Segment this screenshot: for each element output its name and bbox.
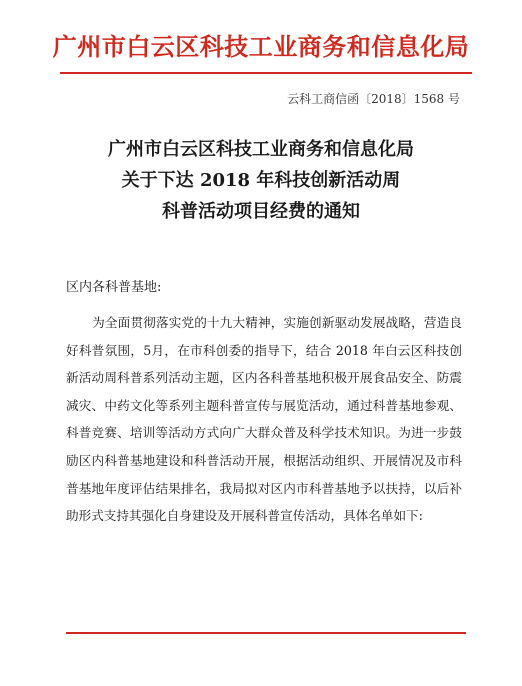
notice-title: [0, 134, 522, 227]
notice-title-line: 关于下达 2018 年科技创新活动周: [121, 170, 401, 191]
letterhead-agency-name: 广州市白云区科技工业商务和信息化局: [52, 33, 470, 61]
notice-title-line: 科普活动项目经费的通知: [162, 201, 360, 222]
body-paragraph-text: 为全面贯彻落实党的十九大精神，实施创新驱动发展战略，营造良好科普氛围，5月，在市科创委的指导下，结合 2018 年白云区科技创新活动周科普系列活动主题，区内各科普基地积极开展食品安全、防震减灾、中药文化等系列主题科普宣传与展览活动，通过科普基地参观、科普竞赛、培训等活动方式向广大群众普及科学技术知识。为进一步鼓励区内科普基地建设和科普活动开展，根据活动组织、开展情况及市科普基地年度评估结果排名，我局拟对区内市科普基地予以扶持，以后补助形式支持其强化自身建设及开展科普宣传活动，具体名单如下:: [66, 315, 462, 524]
document-number: 云科工商信函〔2018〕1568 号: [287, 92, 460, 106]
letterhead-red-rule: [60, 72, 472, 74]
salutation: 区内各科普基地:: [66, 280, 162, 295]
body-paragraph: [66, 309, 462, 530]
footer-red-rule: [66, 632, 466, 634]
notice-title-line: 广州市白云区科技工业商务和信息化局: [108, 139, 414, 160]
